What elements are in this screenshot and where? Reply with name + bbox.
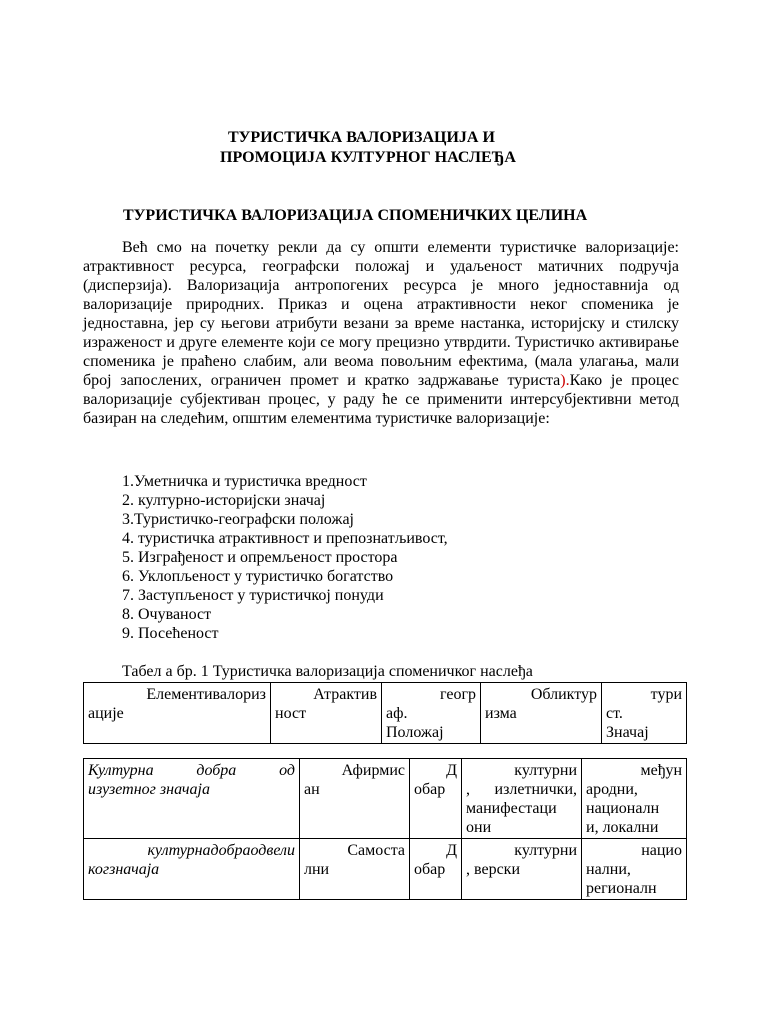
cell-line: међун (640, 762, 682, 779)
cell-line: , излетнички, (466, 781, 577, 798)
table-cell (462, 759, 582, 839)
cell-line: Самоста (347, 842, 405, 859)
cell-line: тури (650, 686, 682, 703)
cell-line: регионалн (586, 880, 657, 897)
cell-line: Атрактив (313, 686, 377, 703)
list-item: 6. Уклопљеност у туристичко богатство (122, 568, 394, 585)
list-item: 8. Очуваност (122, 606, 212, 623)
cell-line: културни (514, 842, 577, 859)
header-cell-elements (84, 683, 271, 744)
table-cell (84, 839, 300, 900)
cell-line: Обликтур (530, 686, 597, 703)
document-title-line-1: ТУРИСТИЧКА ВАЛОРИЗАЦИЈА И (228, 129, 495, 146)
table-cell (410, 839, 462, 900)
cell-line: ст. (606, 705, 623, 722)
cell-line: Положај (386, 724, 444, 741)
cell-line: ан (304, 781, 320, 798)
data-table (83, 758, 687, 900)
paragraph-text-2: Како је процес валоризације субјективан процес, у раду ће се применити интерсубјективни метод базиран на следећим, општим елементима туристичке валоризације: (83, 372, 680, 427)
table-row (84, 759, 687, 839)
cell-line: Значај (606, 724, 649, 741)
cell-line: обар (414, 861, 446, 878)
cell-line: изузетног значаја (88, 781, 210, 798)
cell-line: аф. (386, 705, 408, 722)
list-item: 2. културно-историјски значај (122, 492, 326, 509)
cell-line: културни (514, 762, 577, 779)
cell-line: Д (446, 762, 457, 779)
cell-line: геогр (439, 686, 476, 703)
table-cell (84, 759, 300, 839)
table-cell (300, 759, 410, 839)
paragraph-text-1: Већ смо на почетку рекли да су општи елементи туристичке валоризације: атрактивност ресурса, географски положај и удаљеност матичних подручја (дисперзија). Валоризација антропогених ресурса је много једноставнија од валоризације природних. Приказ и оцена атрактивности неког споменика је једноставна, јер су његови атрибути везани за време настанка, историјску и стилску израженост и друге елементе који се могу прецизно утврдити. Туристичко активирање споменика је праћено слабим, али веома повољним ефектима, (мала улагања, мали број запослених, ограничен промет и кратко задржавање туриста (83, 239, 679, 389)
cell-line: обар (414, 781, 446, 798)
table-cell (582, 839, 687, 900)
cell-line: изма (485, 705, 517, 722)
cell-line: когзначаја (88, 861, 160, 878)
header-cell-tourism-form (481, 683, 602, 744)
cell-line: Елементивалориз (146, 686, 266, 703)
paragraph-red-text: ). (560, 372, 570, 389)
document-title-line-2: ПРОМОЦИЈА КУЛТУРНОГ НАСЛЕЂА (220, 149, 516, 166)
list-item: 1.Уметничка и туристичка вредност (122, 473, 367, 490)
table-row (84, 839, 687, 900)
header-cell-attractiveness (271, 683, 382, 744)
table-cell (462, 839, 582, 900)
cell-line: културнадобраодвели (147, 842, 295, 859)
list-item: 4. туристичка атрактивност и препознатљивост, (122, 530, 448, 547)
section-heading: ТУРИСТИЧКА ВАЛОРИЗАЦИЈА СПОМЕНИЧКИХ ЦЕЛИНА (123, 207, 588, 224)
cell-line: нални, (586, 861, 631, 878)
table-cell (300, 839, 410, 900)
cell-line: они (466, 819, 492, 836)
cell-line: Културна добра од (88, 762, 295, 779)
list-item: 3.Туристичко-географски положај (122, 511, 354, 528)
cell-line: лни (304, 861, 330, 878)
cell-line: Д (446, 842, 457, 859)
cell-line: ације (88, 705, 124, 722)
list-item: 7. Заступљеност у туристичкој понуди (122, 587, 384, 604)
table-header-row (84, 683, 687, 744)
cell-line: ност (275, 705, 307, 722)
cell-line: Афирмис (341, 762, 405, 779)
header-table (83, 682, 687, 744)
valorization-elements-list (122, 472, 448, 643)
body-paragraph (83, 238, 679, 428)
cell-line: , верски (466, 861, 520, 878)
cell-line: националн (586, 800, 660, 817)
list-item: 5. Изграђеност и опремљеност простора (122, 549, 398, 566)
cell-line: нацио (641, 842, 682, 859)
table-caption: Табел а бр. 1 Туристичка валоризација споменичког наслеђа (122, 663, 533, 680)
cell-line: и, локални (586, 819, 659, 836)
header-cell-geo-position (382, 683, 481, 744)
cell-line: ародни, (586, 781, 638, 798)
table-cell (410, 759, 462, 839)
table-cell (582, 759, 687, 839)
header-cell-tourist-significance (602, 683, 687, 744)
cell-line: манифестаци (466, 800, 557, 817)
list-item: 9. Посећеност (122, 625, 219, 642)
